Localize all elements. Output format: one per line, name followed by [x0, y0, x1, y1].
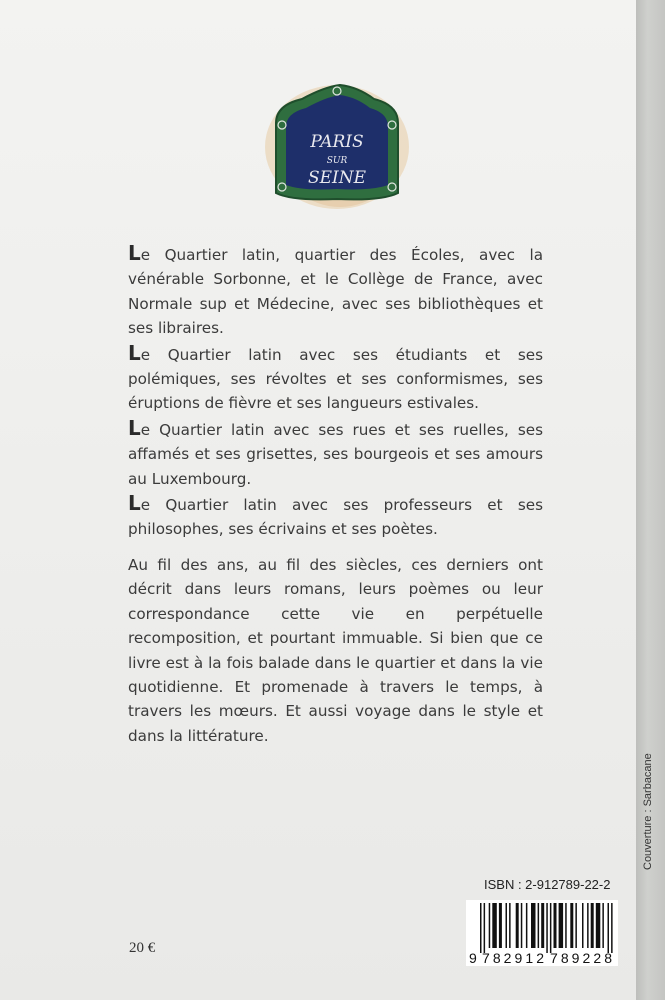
blurb-paragraph-3 [128, 416, 543, 491]
barcode-bar [570, 903, 573, 948]
barcode-bar [587, 903, 589, 948]
paragraph-text: e Quartier latin, quartier des Écoles, avec la vénérable Sorbonne, et le Collège de France, avec Normale sup et Médecine, avec ses bibliothèques et ses libraires. [128, 246, 543, 338]
price-label: 20 € [129, 940, 156, 956]
barcode-bar [499, 903, 502, 948]
blurb-text [128, 241, 543, 748]
barcode-bar [546, 903, 548, 953]
paragraph-text: e Quartier latin avec ses étudiants et ses polémiques, ses révoltes et ses conformismes, ses éruptions de fièvre et ses langueurs estivales. [128, 345, 543, 413]
barcode-bar [516, 903, 519, 948]
barcode-bar [509, 903, 511, 948]
street-sign-illustration [262, 75, 412, 215]
blurb-paragraph-1 [128, 241, 543, 341]
blurb-paragraph-4 [128, 491, 543, 542]
barcode-bar [484, 903, 486, 953]
paragraph-text: e Quartier latin avec ses professeurs et ses philosophes, ses écrivains et ses poètes. [128, 496, 543, 539]
barcode-bar [575, 903, 577, 948]
barcode-bar [559, 903, 564, 948]
barcode-bar [531, 903, 536, 948]
barcode-bar [541, 903, 544, 948]
logo-word-paris: PARIS [310, 132, 364, 152]
barcode-bar [591, 903, 594, 948]
barcode-bar [582, 903, 584, 948]
barcode-bar [550, 903, 552, 953]
barcode-bar [506, 903, 508, 948]
barcode-bar [602, 903, 604, 948]
barcode-bar [538, 903, 540, 948]
blurb-paragraph-5 [128, 553, 543, 748]
barcode-bar [596, 903, 601, 948]
paris-street-sign-logo [262, 75, 412, 215]
barcode-bar [526, 903, 528, 948]
paragraph-text: Au fil des ans, au fil des siècles, ces derniers ont décrit dans leurs romans, leurs poèmes ou leur correspondance cette vie en perpétuelle recomposition, et pourtant immuable. Si bien que ce livre est à la fois balade dans le quartier et dans la vie quotidienne. Et promenade à travers le temps, à travers les mœurs. Et aussi voyage dans le style et dans la littérature. [128, 555, 543, 745]
barcode-digits-left: 782912 [482, 950, 544, 966]
blurb-paragraph-2 [128, 341, 543, 416]
barcode-bar [492, 903, 497, 948]
logo-word-sur: SUR [326, 156, 348, 166]
barcode-bar [521, 903, 523, 948]
barcode-bar [480, 903, 482, 953]
barcode-bar [608, 903, 610, 953]
barcode-bar [611, 903, 613, 953]
barcode [466, 900, 618, 966]
barcode-bar [554, 903, 557, 948]
cover-credit: Couverture : Sarbacane [642, 753, 654, 870]
barcode-bar [489, 903, 491, 948]
barcode-lead-digit: 9 [469, 950, 477, 966]
drop-initial: L [128, 415, 141, 440]
isbn-label: ISBN : 2-912789-22-2 [484, 877, 611, 892]
logo-word-seine: SEINE [307, 168, 367, 188]
barcode-graphic [466, 900, 618, 966]
barcode-digits-right: 789228 [550, 950, 612, 966]
drop-initial: L [128, 491, 141, 516]
drop-initial: L [128, 241, 141, 265]
paragraph-text: e Quartier latin avec ses rues et ses ruelles, ses affamés et ses grisettes, ses bourgeois et ses amours au Luxembourg. [128, 420, 543, 488]
drop-initial: L [128, 340, 141, 365]
barcode-bar [565, 903, 567, 948]
